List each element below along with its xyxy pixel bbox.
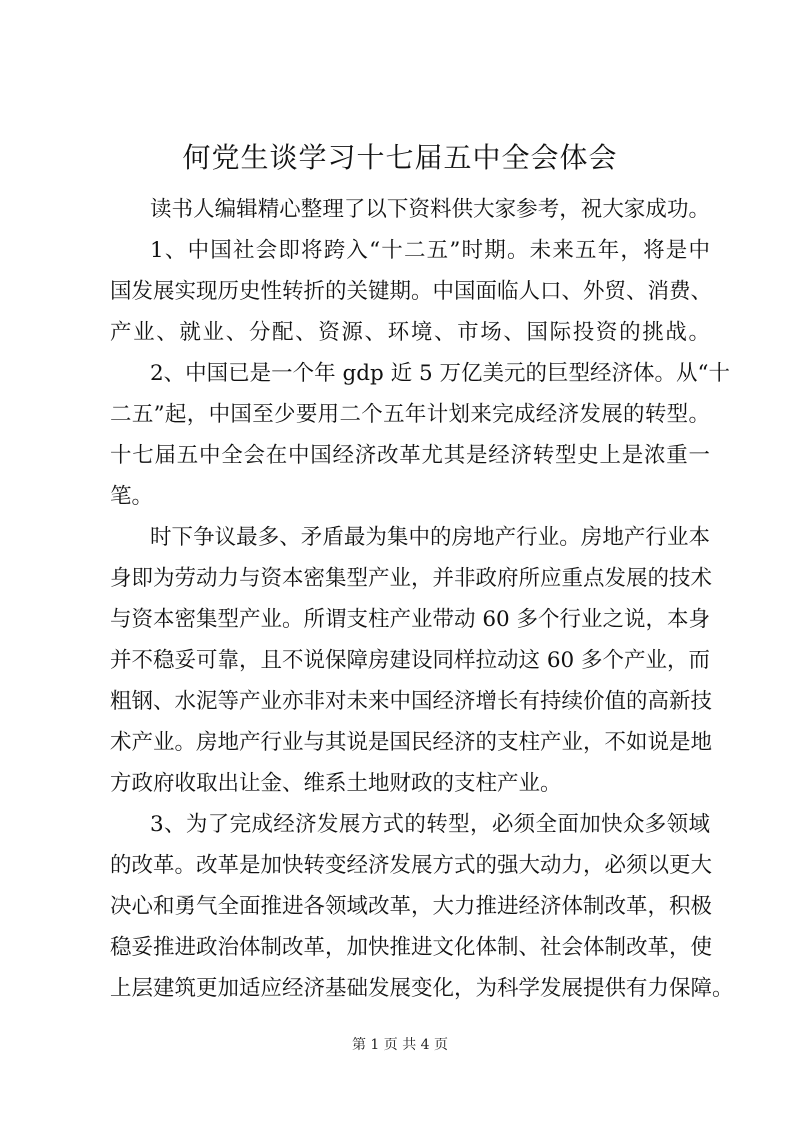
body-line: 粗钢、水泥等产业亦非对未来中国经济增长有持续价值的高新技 xyxy=(110,689,713,714)
body-line: 2、中国已是一个年 gdp 近 5 万亿美元的巨型经济体。从“十 xyxy=(150,361,730,386)
body-line: 决心和勇气全面推进各领域改革，大力推进经济体制改革，积极 xyxy=(110,894,713,919)
body-line: 上层建筑更加适应经济基础发展变化，为科学发展提供有力保障。 xyxy=(110,976,734,1001)
body-line: 的改革。改革是加快转变经济发展方式的强大动力，必须以更大 xyxy=(110,853,713,878)
body-line: 1、中国社会即将跨入“十二五”时期。未来五年，将是中 xyxy=(150,238,710,263)
body-line: 笔。 xyxy=(110,484,154,509)
body-line: 与资本密集型产业。所谓支柱产业带动 60 多个行业之说，本身 xyxy=(110,607,711,632)
page-number-footer: 第 1 页 共 4 页 xyxy=(351,1037,449,1053)
body-line: 3、为了完成经济发展方式的转型，必须全面加快众多领域 xyxy=(150,812,710,837)
document-title: 何党生谈学习十七届五中全会体会 xyxy=(182,141,618,174)
body-line: 国发展实现历史性转折的关键期。中国面临人口、外贸、消费、 xyxy=(110,279,713,304)
body-line: 时下争议最多、矛盾最为集中的房地产行业。房地产行业本 xyxy=(150,525,710,550)
body-line: 方政府收取出让金、维系土地财政的支柱产业。 xyxy=(110,771,562,796)
body-line: 术产业。房地产行业与其说是国民经济的支柱产业，不如说是地 xyxy=(110,730,713,755)
body-line: 二五”起，中国至少要用二个五年计划来完成经济发展的转型。 xyxy=(110,402,710,427)
body-line: 并不稳妥可靠，且不说保障房建设同样拉动这 60 多个产业，而 xyxy=(110,648,711,673)
body-line: 产业、就业、分配、资源、环境、市场、国际投资的挑战。 xyxy=(110,320,710,345)
body-line: 稳妥推进政治体制改革，加快推进文化体制、社会体制改革，使 xyxy=(110,935,713,960)
body-line: 读书人编辑精心整理了以下资料供大家参考，祝大家成功。 xyxy=(150,197,710,222)
body-line: 身即为劳动力与资本密集型产业，并非政府所应重点发展的技术 xyxy=(110,566,713,591)
body-line: 十七届五中全会在中国经济改革尤其是经济转型史上是浓重一 xyxy=(110,443,710,468)
